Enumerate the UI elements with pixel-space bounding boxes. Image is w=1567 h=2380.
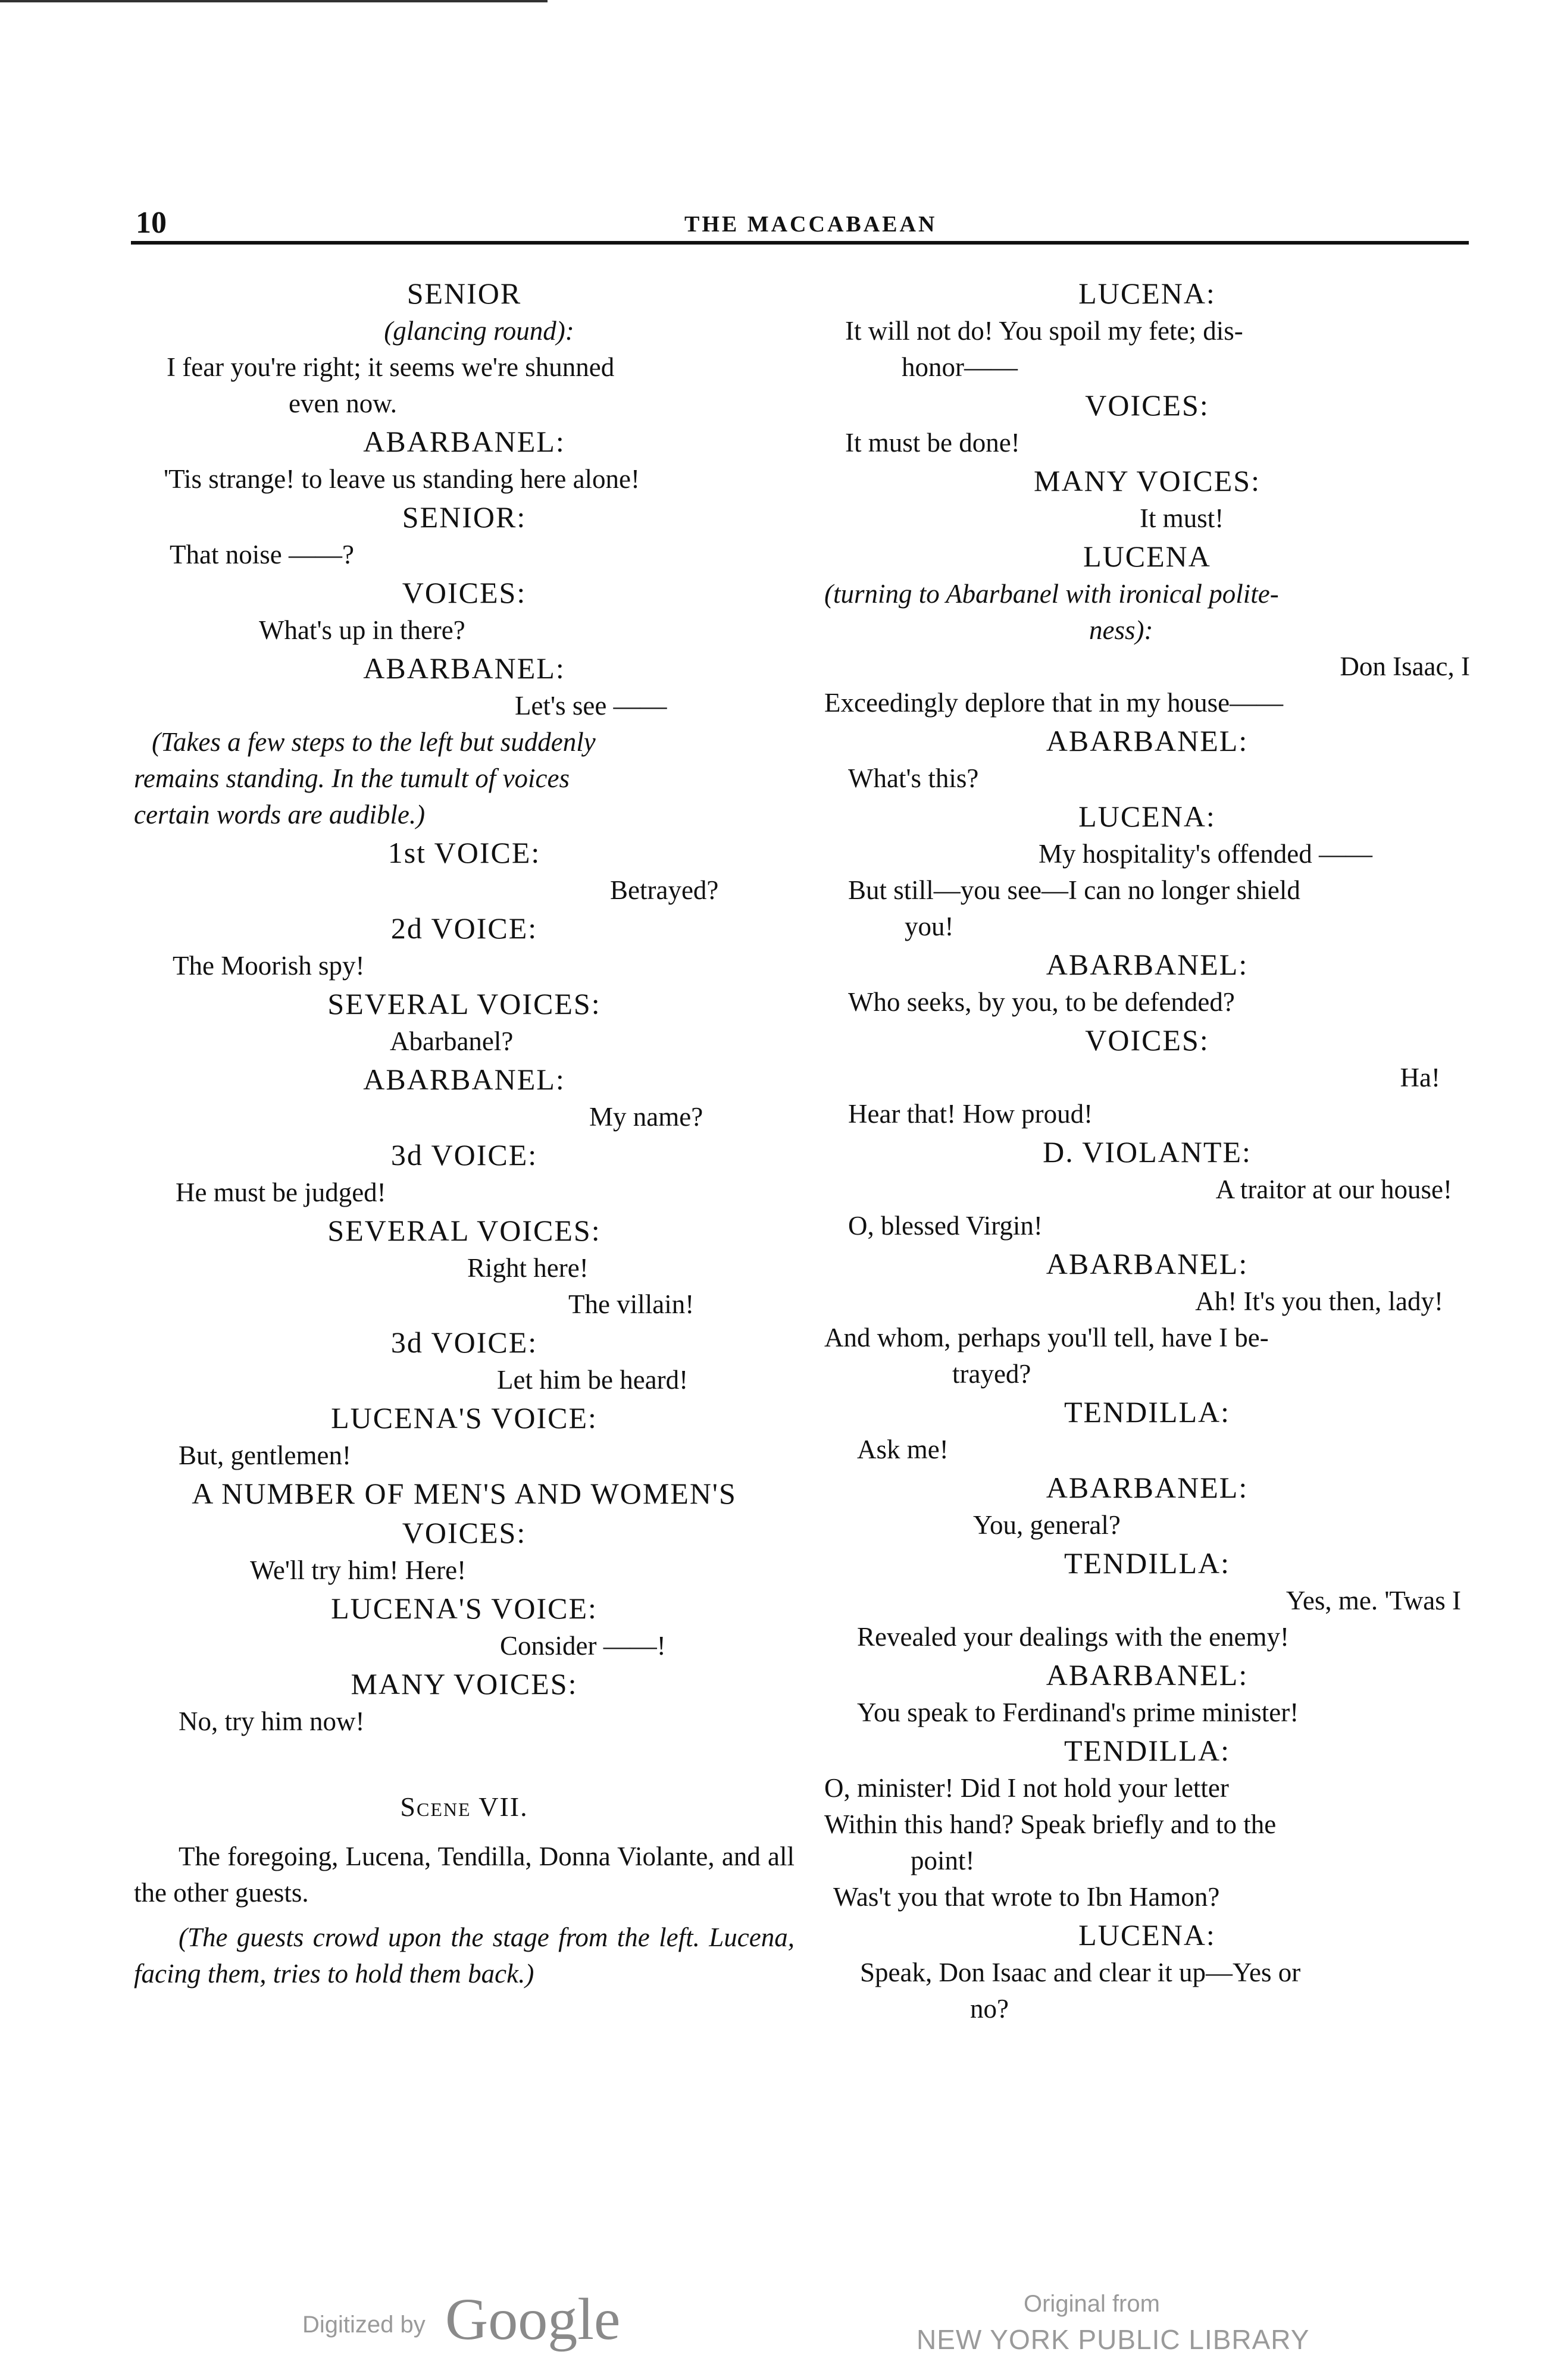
dialogue-line: Let him be heard! <box>497 1365 689 1395</box>
dialogue-line: It will not do! You spoil my fete; dis- <box>845 316 1243 346</box>
speaker: TENDILLA: <box>1064 1734 1231 1767</box>
right-column <box>824 274 1470 2027</box>
dialogue-line: no? <box>970 1994 1009 2024</box>
speaker: TENDILLA: <box>1064 1395 1231 1429</box>
speaker: 3d VOICE: <box>390 1138 538 1172</box>
speaker: ABARBANEL: <box>363 425 565 458</box>
speaker: VOICES: <box>402 1516 527 1549</box>
dialogue-line: My name? <box>589 1102 703 1132</box>
top-edge-line <box>0 0 548 2</box>
speaker: ABARBANEL: <box>1046 948 1249 981</box>
speaker: ABARBANEL: <box>363 652 565 685</box>
dialogue-line: Speak, Don Isaac and clear it up—Yes or <box>860 1958 1301 1987</box>
dialogue-line: My hospitality's offended —— <box>1039 839 1372 869</box>
dialogue-line: Within this hand? Speak briefly and to the <box>824 1809 1277 1839</box>
dialogue-line: even now. <box>289 389 398 418</box>
speaker: VOICES: <box>402 576 527 609</box>
speaker: SEVERAL VOICES: <box>327 987 601 1020</box>
dialogue-line: Consider ——! <box>500 1631 666 1661</box>
speaker: ABARBANEL: <box>1046 1471 1249 1504</box>
speaker: LUCENA: <box>1078 277 1216 310</box>
dialogue-line: Right here! <box>467 1253 589 1283</box>
stage-direction: (turning to Abarbanel with ironical polite- <box>824 579 1279 609</box>
dialogue-line: He must be judged! <box>176 1178 386 1207</box>
speaker: ABARBANEL: <box>1046 1247 1249 1280</box>
stage-direction: remains standing. In the tumult of voices <box>134 763 570 793</box>
dialogue-line: O, blessed Virgin! <box>848 1211 1043 1241</box>
dialogue-line: And whom, perhaps you'll tell, have I be- <box>824 1323 1269 1352</box>
speaker: TENDILLA: <box>1064 1546 1231 1580</box>
dialogue-line: honor—— <box>902 352 1018 382</box>
dialogue-line: trayed? <box>952 1359 1031 1389</box>
dialogue-line: Don Isaac, I <box>1340 652 1470 681</box>
original-from-label: Original from <box>1024 2291 1160 2317</box>
speaker: LUCENA <box>1083 540 1211 573</box>
speaker: LUCENA: <box>1078 1918 1216 1952</box>
stage-direction: certain words are audible.) <box>134 800 426 829</box>
stage-direction: (Takes a few steps to the left but suddenly <box>152 727 596 757</box>
dialogue-line: I fear you're right; it seems we're shunned <box>167 352 615 382</box>
stage-direction: ness): <box>1089 615 1153 645</box>
speaker: SENIOR <box>406 277 522 310</box>
dialogue-line: But, gentlemen! <box>179 1440 351 1470</box>
dialogue-line: Ha! <box>1400 1063 1440 1092</box>
dialogue-line: Revealed your dealings with the enemy! <box>857 1622 1290 1652</box>
dialogue-line: That noise ——? <box>170 540 354 569</box>
dialogue-line: You speak to Ferdinand's prime minister! <box>857 1698 1299 1727</box>
stage-direction: (glancing round): <box>384 316 574 346</box>
dialogue-line: Let's see —— <box>515 691 667 721</box>
dialogue-line: Hear that! How proud! <box>848 1099 1093 1129</box>
speaker: VOICES: <box>1085 1023 1209 1057</box>
speaker: MANY VOICES: <box>351 1667 578 1701</box>
speaker: LUCENA'S VOICE: <box>331 1592 598 1625</box>
dialogue-line: We'll try him! Here! <box>250 1555 467 1585</box>
dialogue-line: A traitor at our house! <box>1215 1175 1452 1204</box>
dialogue-line: Who seeks, by you, to be defended? <box>848 987 1235 1017</box>
speaker: SENIOR: <box>402 500 527 534</box>
scene-heading: Scene VII. <box>400 1792 528 1822</box>
dialogue-line: What's up in there? <box>259 615 465 645</box>
dialogue-line: The Moorish spy! <box>173 951 365 981</box>
left-column <box>134 274 795 1992</box>
dialogue-line: What's this? <box>848 763 979 793</box>
dialogue-line: You, general? <box>973 1510 1121 1540</box>
speaker: ABARBANEL: <box>1046 1658 1249 1692</box>
speaker: LUCENA: <box>1078 800 1216 833</box>
speaker: 3d VOICE: <box>390 1326 538 1359</box>
speaker: 2d VOICE: <box>390 912 538 945</box>
stage-direction: (The guests crowd upon the stage from the left. Lucena, facing them, tries to hold them back.) <box>134 1922 795 1988</box>
speaker: SEVERAL VOICES: <box>327 1214 601 1247</box>
dialogue-line: Was't you that wrote to Ibn Hamon? <box>833 1882 1220 1912</box>
dialogue-line: It must! <box>1140 503 1224 533</box>
dialogue-line: But still—you see—I can no longer shield <box>848 875 1300 905</box>
library-name: NEW YORK PUBLIC LIBRARY <box>917 2324 1310 2355</box>
speaker: ABARBANEL: <box>1046 724 1249 757</box>
dialogue-line: point! <box>911 1846 975 1875</box>
header-rule <box>131 241 1469 245</box>
digitized-by-label: Digitized by <box>302 2312 426 2338</box>
dialogue-line: It must be done! <box>845 428 1020 458</box>
dialogue-line: O, minister! Did I not hold your letter <box>824 1773 1229 1803</box>
dialogue-line: Ah! It's you then, lady! <box>1195 1286 1443 1316</box>
speaker: MANY VOICES: <box>1034 464 1261 497</box>
speaker: D. VIOLANTE: <box>1043 1135 1252 1169</box>
dialogue-line: No, try him now! <box>179 1706 365 1736</box>
dialogue-line: Exceedingly deplore that in my house—— <box>824 688 1284 718</box>
google-logo: Google <box>445 2286 621 2352</box>
page-number: 10 <box>136 206 167 240</box>
dialogue-line: Ask me! <box>857 1435 949 1464</box>
speaker: 1st VOICE: <box>387 836 541 869</box>
running-title: THE MACCABAEAN <box>684 212 937 237</box>
dialogue-line: you! <box>905 912 954 941</box>
dialogue-line: Betrayed? <box>610 875 719 905</box>
dialogue-line: 'Tis strange! to leave us standing here alone! <box>164 464 640 494</box>
speaker: ABARBANEL: <box>363 1063 565 1096</box>
dialogue-line: Yes, me. 'Twas I <box>1285 1586 1461 1615</box>
speaker: A NUMBER OF MEN'S AND WOMEN'S <box>192 1477 737 1510</box>
dialogue-line: The villain! <box>568 1289 695 1319</box>
speaker: VOICES: <box>1085 389 1209 422</box>
speaker: LUCENA'S VOICE: <box>331 1401 598 1435</box>
dialogue-line: Abarbanel? <box>390 1026 514 1056</box>
scene-description: The foregoing, Lucena, Tendilla, Donna Violante, and all the other guests. <box>134 1842 795 1908</box>
